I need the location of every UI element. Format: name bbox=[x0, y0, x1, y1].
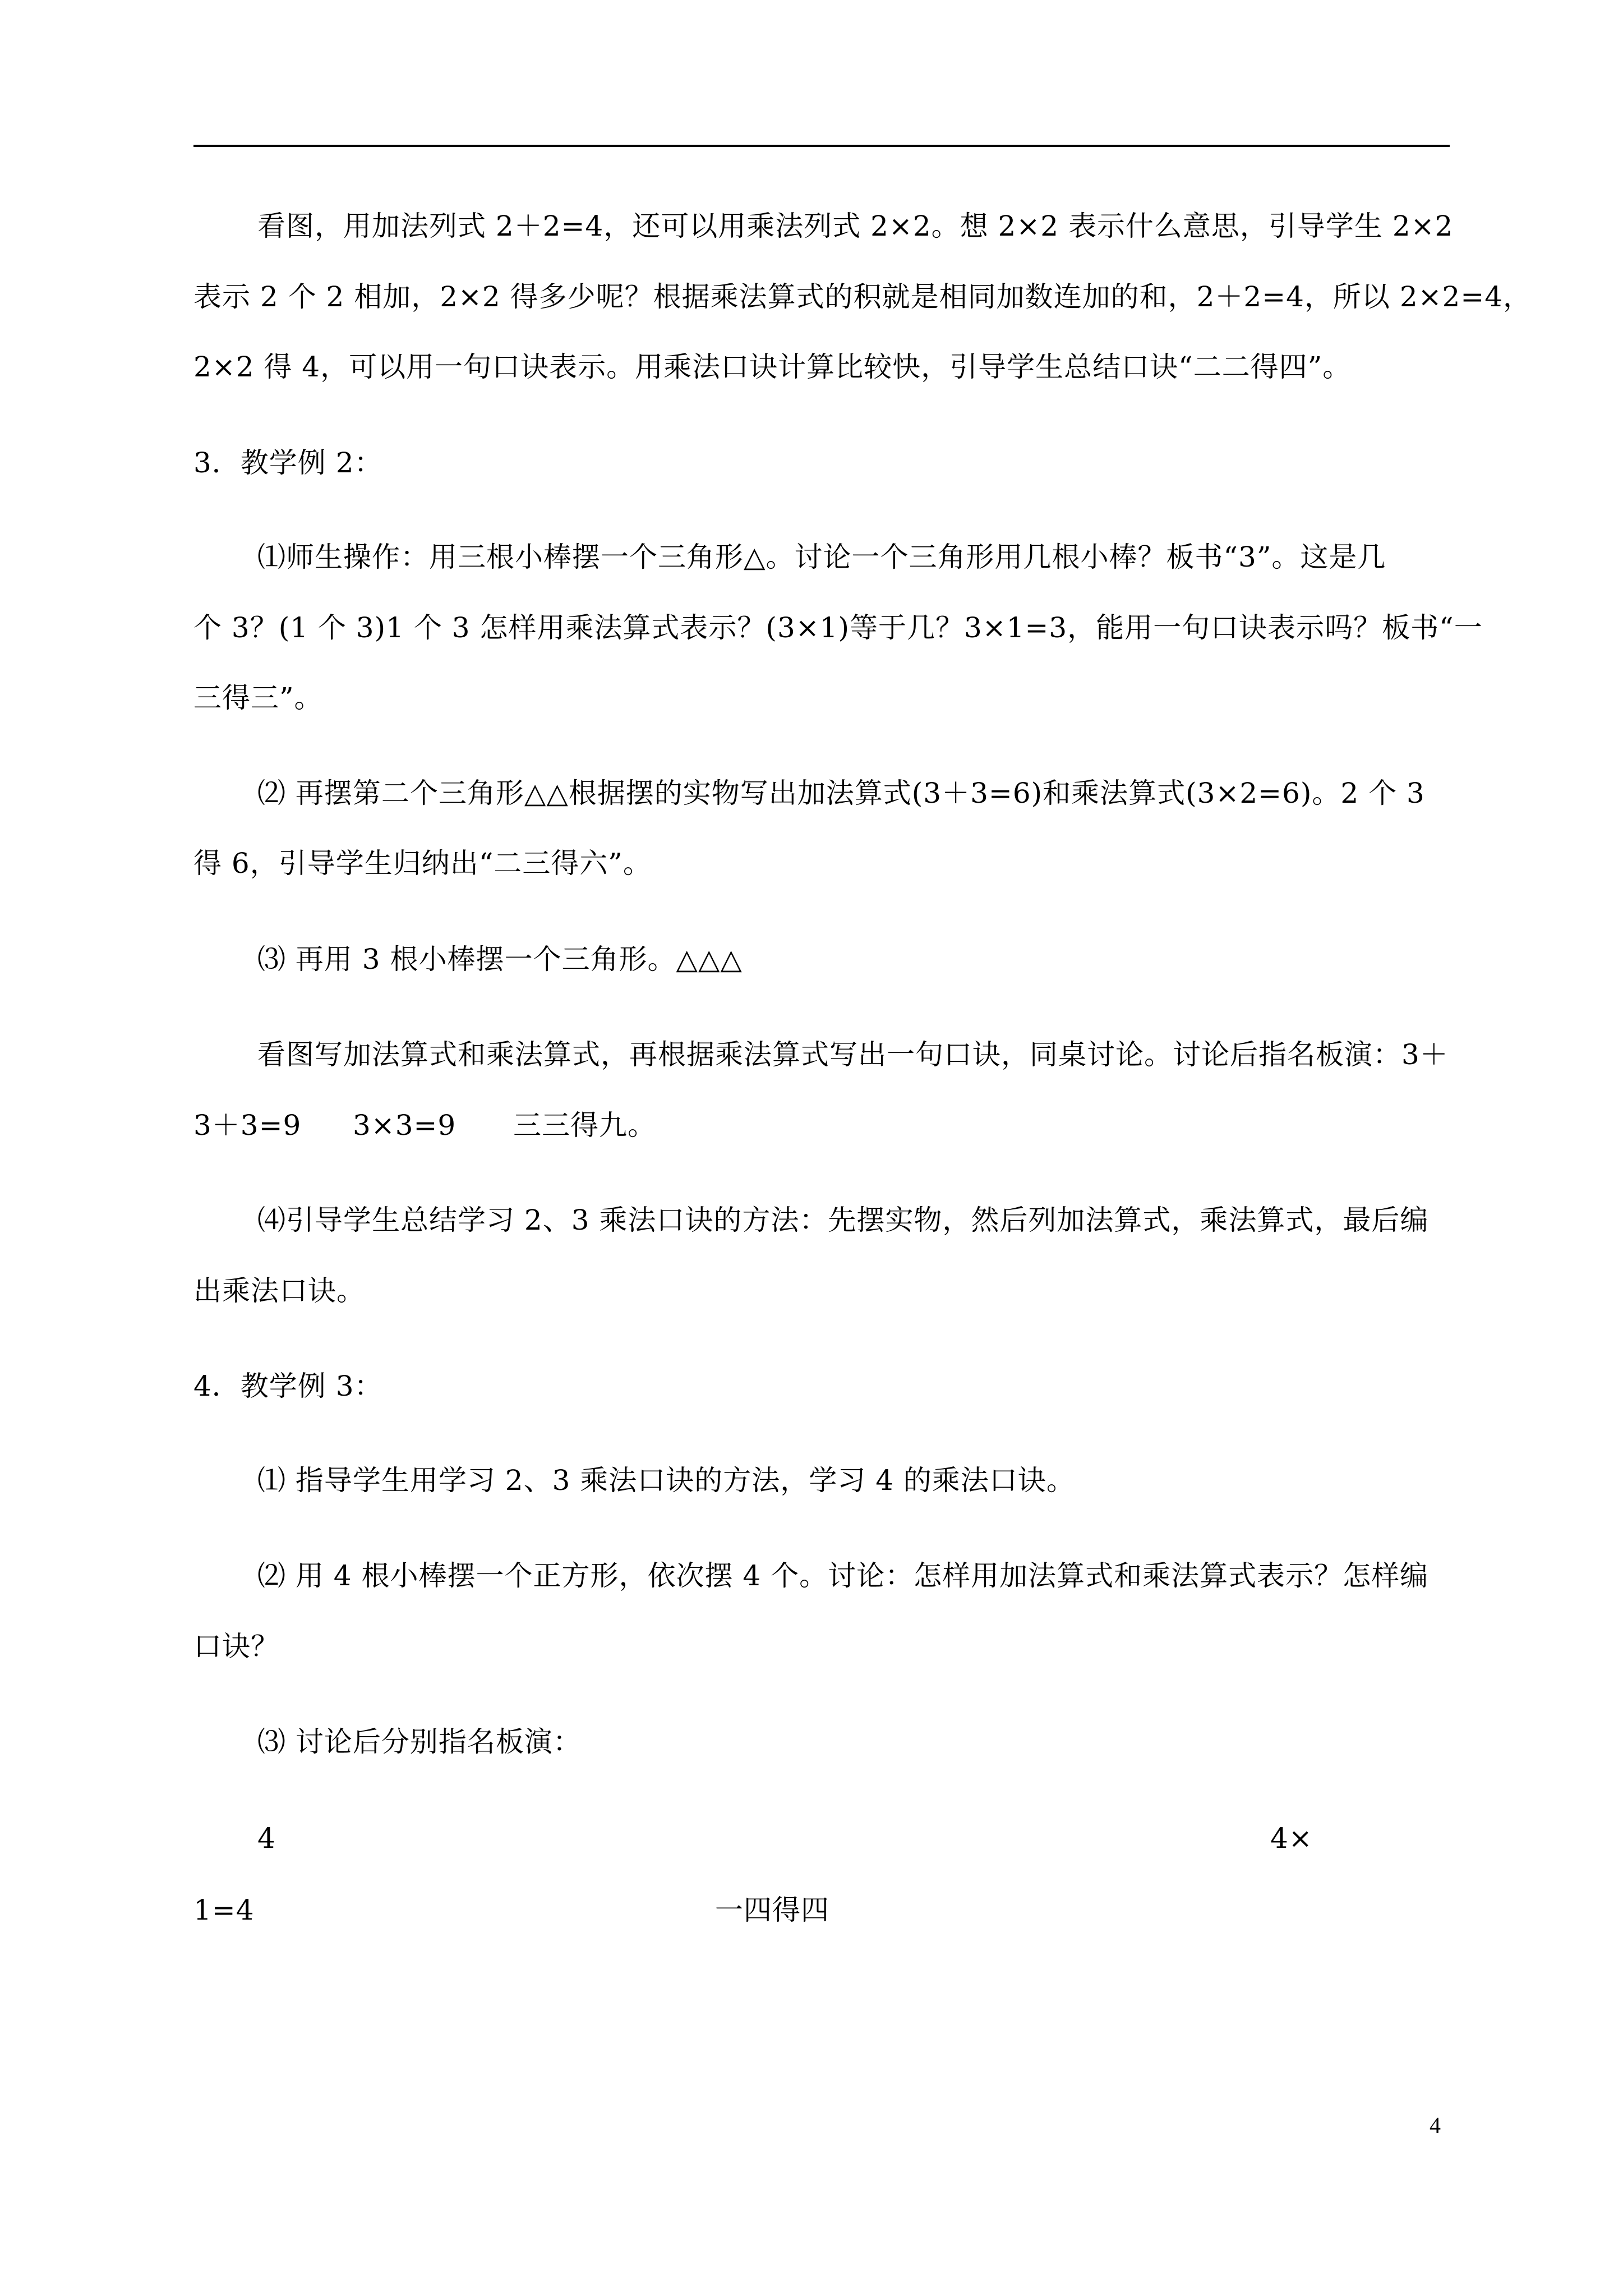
text-line: 个 3？(1 个 3)1 个 3 怎样用乘法算式表示？(3×1)等于几？3×1=3，能用一句口诀表示吗？板书“一 bbox=[193, 611, 1483, 644]
text-line: 得 6，引导学生归纳出“二三得六”。 bbox=[193, 847, 652, 880]
mnemonic: 三三得九。 bbox=[513, 1109, 656, 1142]
text-line: 2×2 得 4，可以用一句口诀表示。用乘法口诀计算比较快，引导学生总结口诀“二二得四”。 bbox=[193, 351, 1352, 383]
equation-fragment: 4 bbox=[257, 1822, 276, 1855]
text-line: 出乘法口诀。 bbox=[193, 1274, 365, 1307]
equation-fragment: 1=4 bbox=[193, 1894, 255, 1926]
text-line: 看图，用加法列式 2＋2=4，还可以用乘法列式 2×2。想 2×2 表示什么意思，引导学生 2×2 bbox=[257, 210, 1454, 242]
text-line: ⑵ 再摆第二个三角形△△根据摆的实物写出加法算式(3＋3=6)和乘法算式(3×2=6)。2 个 3 bbox=[257, 777, 1425, 809]
mnemonic: 一四得四 bbox=[715, 1894, 829, 1926]
text-line: ⑶ 再用 3 根小棒摆一个三角形。△△△ bbox=[257, 943, 743, 976]
text-line: ⑶ 讨论后分别指名板演： bbox=[257, 1726, 582, 1758]
section-heading: 3．教学例 2： bbox=[193, 447, 383, 479]
text-line: 口诀？ bbox=[193, 1630, 279, 1663]
text-line: 看图写加法算式和乘法算式，再根据乘法算式写出一句口诀，同桌讨论。讨论后指名板演：3＋ bbox=[257, 1038, 1449, 1071]
text-line: ⑴ 指导学生用学习 2、3 乘法口诀的方法，学习 4 的乘法口诀。 bbox=[257, 1464, 1075, 1497]
equation-fragment: 4× bbox=[1270, 1822, 1313, 1855]
equation: 3＋3=9 bbox=[193, 1109, 302, 1142]
section-heading: 4．教学例 3： bbox=[193, 1370, 383, 1402]
text-line: 三得三”。 bbox=[193, 682, 323, 714]
text-line: ⑴师生操作：用三根小棒摆一个三角形△。讨论一个三角形用几根小棒？板书“3”。这是几 bbox=[257, 541, 1386, 573]
text-line: ⑵ 用 4 根小棒摆一个正方形，依次摆 4 个。讨论：怎样用加法算式和乘法算式表示？怎样编 bbox=[257, 1559, 1429, 1592]
text-line: ⑷引导学生总结学习 2、3 乘法口诀的方法：先摆实物，然后列加法算式，乘法算式，最后编 bbox=[257, 1204, 1429, 1236]
equation: 3×3=9 bbox=[353, 1109, 457, 1142]
header-rule bbox=[193, 145, 1450, 147]
page-number: 4 bbox=[1430, 2113, 1441, 2138]
text-line: 表示 2 个 2 相加，2×2 得多少呢？根据乘法算式的积就是相同加数连加的和，2＋2=4，所以 2×2=4， bbox=[193, 280, 1532, 313]
